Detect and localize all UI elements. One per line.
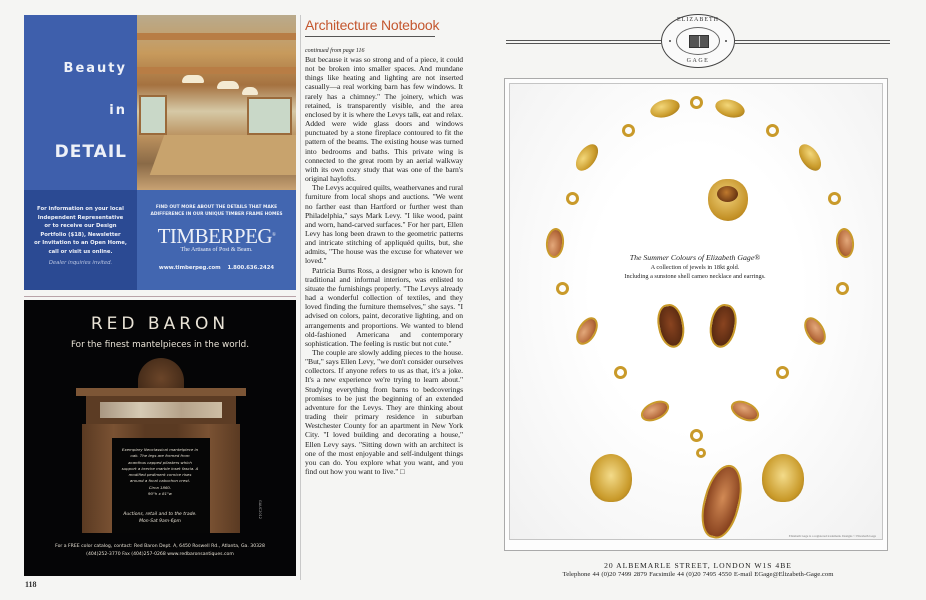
amber-link (728, 397, 763, 426)
trademark-note: Elizabeth Gage is a registered trademark. Designs © Elizabeth Gage (788, 534, 876, 538)
amber-link (545, 227, 566, 258)
logo-dot (669, 40, 671, 42)
elizabeth-gage-logo (661, 14, 735, 68)
necklace-ring (614, 366, 627, 379)
gold-leaf-earring-right (762, 454, 804, 502)
red-baron-footer: For a FREE color catalog, contact: Red Baron Dept. A, 6450 Roswell Rd., Atlanta, Ga. 30328 (404)252-3770 Fax (404)257-0268 www.redbaronsantiques.com (24, 543, 296, 558)
headline-detail: DETAIL (54, 142, 127, 162)
book-icon (689, 35, 709, 48)
red-baron-subtitle: For the finest mantelpieces in the world. (70, 340, 250, 350)
cabochon-crest (138, 358, 184, 392)
timberpeg-headline-panel (24, 15, 137, 190)
red-baron-title: RED BARON (90, 314, 230, 334)
pendant-lamp (217, 81, 239, 89)
article-column (305, 16, 463, 476)
gold-leaf-earring-left (590, 454, 632, 502)
jewelry-photo-frame (504, 78, 888, 551)
gage-contact[interactable]: Telephone 44 (0)20 7499 2879 Facsimile 44 (0)20 7495 4550 E-mail EGage@Elizabeth-Gage.com (562, 571, 834, 578)
section-title: Architecture Notebook (305, 17, 440, 33)
title-rule (305, 36, 435, 37)
jewelry-photo (509, 83, 883, 540)
gold-link (713, 96, 746, 120)
mantelpiece-photo (76, 358, 246, 533)
pendant-lamp (242, 87, 258, 95)
amber-link (572, 314, 603, 349)
red-baron-contact-line[interactable]: (404)252-3770 Fax (404)257-0268 www.redbaronsantiques.com (86, 551, 234, 557)
red-baron-ad (24, 300, 296, 576)
timberpeg-website-link[interactable]: www.timberpeg.com (158, 265, 221, 271)
gold-link (571, 140, 602, 174)
timberpeg-info-panel (24, 190, 137, 290)
logo-dot (725, 40, 727, 42)
continued-note: continued from page 116 (305, 48, 365, 54)
mantel-description: Exemplary Neoclassical mantelpiece in oak. The legs are formed from acanthus capped pilasters which support a breche marble inset fascia. A modified pediment cornice rises around a focal cabochon crest. Circa 1860. 90"h x 81"w (121, 447, 199, 497)
ad-divider (24, 296, 296, 297)
column-rule (300, 15, 301, 580)
dealer-note: Dealer inquiries invited. (48, 260, 113, 266)
necklace-ring (566, 192, 579, 205)
ring-stone (717, 186, 738, 202)
caption-title: The Summer Colours of Elizabeth Gage® (629, 253, 761, 262)
amber-link (800, 314, 831, 349)
kitchen-photo (137, 15, 296, 190)
article-paragraph: The couple are slowly adding pieces to the house. "But," says Ellen Levy, "we don't consider ourselves collectors. If anyone refers to us as that, it's a joke. It's a new experience we're trying to learn about." Studying everything from barns to bedcoverings promises to be just the beginning of an extended adventure for the Levys. They are thinking about trading their primary residence in suburban Westchester County for an apartment in New York City. "I loved building and decorating a house," Ellen Levy says. "Sitting down with an architect is one of the most enjoyable and self-indulgent things you can do. You explore what you want, and you find out how you want to live." □ (305, 348, 463, 477)
caption-line: A collection of jewels in 18kt gold. (650, 264, 740, 271)
necklace-ring (690, 429, 703, 442)
timberpeg-phone: 1.800.636.2424 (227, 265, 275, 271)
timberpeg-logo: TIMBERPEG® (157, 224, 276, 248)
gage-address: 20 ALBEMARLE STREET, LONDON W1S 4BE (604, 561, 792, 570)
article-paragraph: The Levys acquired quilts, weathervanes and rural furniture from local shops and auctions. "We went no farther east than Hartford or further west than Philadelphia," says Mark Levy. "I like wood, paint and worn, hand-carved surfaces." For her part, Ellen Levy has long been drawn to the geometric patterns and intricate stitching of appliquéd quilts, but, she admits, "The house was the excuse for whatever we loved." (305, 183, 463, 266)
ceiling-beam (137, 67, 296, 74)
sunstone-necklace (510, 84, 882, 539)
necklace-ring (836, 282, 849, 295)
pendant-bail (696, 448, 706, 458)
ceiling-beam (137, 33, 296, 40)
header-rule-right (735, 40, 890, 44)
amber-link (638, 397, 673, 426)
timberpeg-ad (24, 15, 296, 290)
sunstone-ring (708, 179, 748, 221)
marble-inset (100, 402, 222, 418)
find-out-text: FIND OUT MORE ABOUT THE DETAILS THAT MAKE ADIFFERENCE IN OUR UNIQUE TIMBER FRAME HOMES (150, 205, 283, 217)
photo-credit: GAUC2012 (258, 500, 262, 520)
window (247, 97, 292, 135)
window (139, 95, 167, 135)
timberpeg-tagline: The Artisans of Post & Beam. (180, 247, 253, 253)
timberpeg-brand-panel (137, 190, 296, 290)
necklace-ring (828, 192, 841, 205)
header-rule-left (506, 40, 661, 44)
article-body (305, 55, 463, 476)
headline-beauty: Beauty (63, 61, 127, 76)
amber-link (835, 227, 856, 258)
gold-link (794, 140, 825, 174)
mantel-shelf (76, 388, 246, 396)
logo-text-top: ELIZABETH (677, 17, 719, 23)
timberpeg-contact (137, 265, 296, 271)
logo-inner-oval (676, 27, 720, 55)
jewelry-caption (620, 252, 770, 281)
info-text: For information on your local Independent Representative or to receive our Design Portfolio ($18), Newsletter or Invitation to an Open Home, call or visit us online. Dealer inquiries invited. (28, 205, 133, 268)
necklace-ring (766, 124, 779, 137)
pendant-lamp (182, 75, 204, 83)
caption-line: Including a sunstone shell cameo necklace and earrings. (624, 273, 766, 280)
necklace-ring (622, 124, 635, 137)
gold-link (648, 96, 681, 120)
necklace-ring (690, 96, 703, 109)
headline-in: in (109, 103, 127, 118)
kitchen-island (150, 135, 296, 175)
article-paragraph: Patricia Burns Ross, a designer who is known for traditional and informal interiors, was enlisted to situate the furnishings properly. "The Levys already had a wonderful collection of textiles, and they loved finding the furniture themselves," she says. "I advised on colors, paint, decorative lighting, and on arrangements and proportions. We wanted to blend old-fashioned Americana and contemporary sophistication. The feeling is rustic but not cute." (305, 265, 463, 348)
necklace-ring (776, 366, 789, 379)
page-number: 118 (25, 580, 37, 589)
red-baron-hours: Auctions, retail and to the trade. Mon-Sat 9am-6pm (123, 512, 197, 524)
article-paragraph: But because it was so strong and of a piece, it could not be broken into smaller spaces. And mundane things like heating and lighting are not inserted casually—a real working barn has few windows. It rarely has a chimney." The joinery, which was retained, is transparently visible, and the area enclosed by it is where the Levys talk, eat and relax. Added were wide glass doors and windows punctuated by a stone fireplace contoured to fit the pattern of the beams. The existing house was turned into bedrooms and baths. This private wing is connected to the great room by an aerial walkway with its own cozy study that was one of the barn's original haylofts. (305, 55, 463, 184)
logo-text-bottom: GAGE (686, 58, 710, 64)
necklace-ring (556, 282, 569, 295)
